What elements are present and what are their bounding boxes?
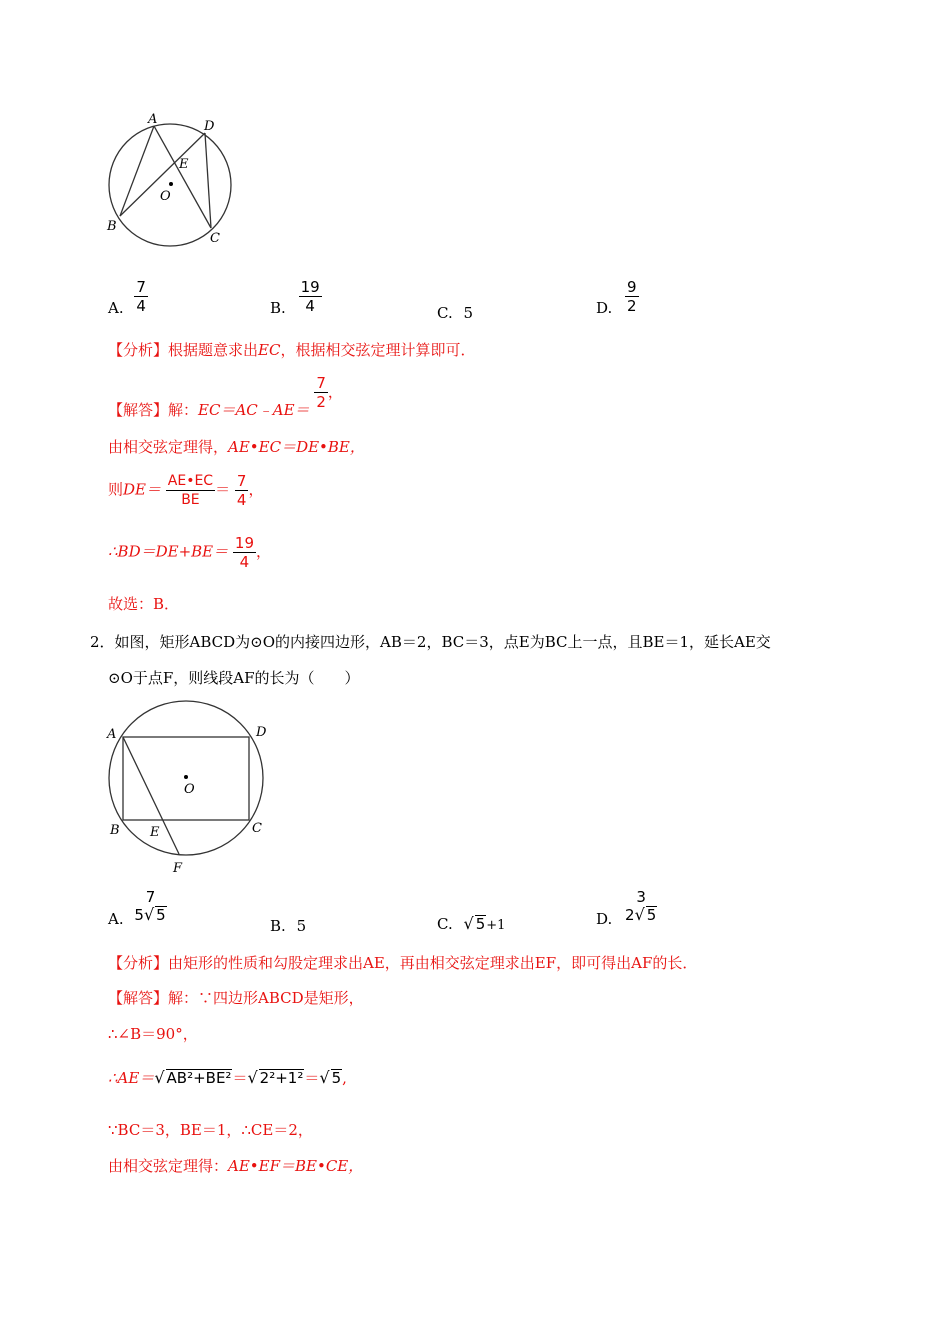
q1-solution-line4: ∴BD＝DE+BE＝ $\frac{19}{4}$ ，	[108, 534, 272, 571]
q1-option-a: A. $\frac{7}{4}$	[108, 278, 146, 317]
q1-option-b: B. $\frac{19}{4}$	[270, 278, 320, 317]
q1-label-c: C	[210, 231, 220, 246]
q2-stem-line2: ⊙O于点F，则线段AF的长为（ ）	[108, 669, 360, 687]
q1-opt-a-num: 7	[136, 278, 146, 296]
q1-label-d: D	[204, 119, 215, 134]
q1-solution-line5: 故选：B．	[108, 595, 180, 613]
q2-label-o: O	[184, 782, 195, 797]
q1-opt-d-den: 2	[627, 297, 637, 315]
q2-solution-line1: 【解答】解：∵四边形ABCD是矩形，	[108, 989, 364, 1007]
q2-label-c: C	[252, 821, 262, 836]
q1-opt-b-den: 4	[299, 296, 322, 315]
q1-opt-b-num: 19	[300, 278, 320, 296]
q1-chord-ab	[120, 126, 154, 216]
q2-label-d: D	[256, 725, 267, 740]
q2-option-c: C. √ 5+1	[437, 914, 506, 933]
q1-option-d: D. $\frac{9}{2}$	[596, 278, 637, 317]
q2-analysis: 【分析】由矩形的性质和勾股定理求出AE，再由相交弦定理求出EF，即可得出AF的长．	[108, 954, 698, 972]
q2-solution-line5: 由相交弦定理得：AE•EF＝BE•CE，	[108, 1157, 364, 1175]
q1-solution-line3: 则DE＝ $\frac{AE•EC}{BE}$ ＝ $\frac{7}{4}$ ，	[108, 472, 264, 509]
q1-analysis: 【分析】根据题意求出EC，根据相交弦定理计算即可．	[108, 341, 476, 359]
q2-option-a: A. 7 5√ 5	[108, 888, 166, 928]
q1-opt-d-num: 9	[627, 278, 637, 296]
q1-opt-a-den: 4	[136, 297, 146, 315]
q1-figure	[100, 108, 240, 248]
q2-label-b: B	[110, 823, 120, 838]
q2-label-a: A	[107, 727, 117, 742]
q1-option-c: C. 5	[437, 304, 474, 322]
q2-option-d: D. 3 2√ 5	[596, 888, 657, 928]
q2-label-f: F	[173, 861, 183, 876]
q1-label-e: E	[179, 157, 189, 172]
q2-solution-line4: ∵BC＝3，BE＝1，∴CE＝2，	[108, 1121, 313, 1139]
q2-center-point	[184, 775, 188, 779]
q2-option-b: B. 5	[270, 917, 307, 935]
q2-solution-line2: ∴∠B＝90°，	[108, 1025, 198, 1043]
q1-solution-line1: 【解答】解：EC＝AC﹣AE＝ $\frac{7}{2}$ ，	[108, 374, 343, 419]
q2-label-e: E	[150, 825, 160, 840]
q2-figure	[100, 696, 280, 878]
q1-chord-ac	[154, 126, 211, 228]
q1-chord-dc	[205, 133, 211, 228]
q2-stem-line1: 2．如图，矩形ABCD为⊙O的内接四边形，AB＝2，BC＝3，点E为BC上一点，且BE＝1，延长AE交	[90, 633, 771, 651]
q1-center-point	[169, 182, 173, 186]
q1-label-o: O	[160, 189, 171, 204]
q1-solution-line2: 由相交弦定理得，AE•EC＝DE•BE，	[108, 438, 365, 456]
q1-label-b: B	[107, 219, 117, 234]
q2-solution-line3: ∴AE＝√ AB²+BE²＝√ 2²+1²＝√ 5,	[108, 1068, 347, 1087]
q1-label-a: A	[148, 112, 158, 127]
